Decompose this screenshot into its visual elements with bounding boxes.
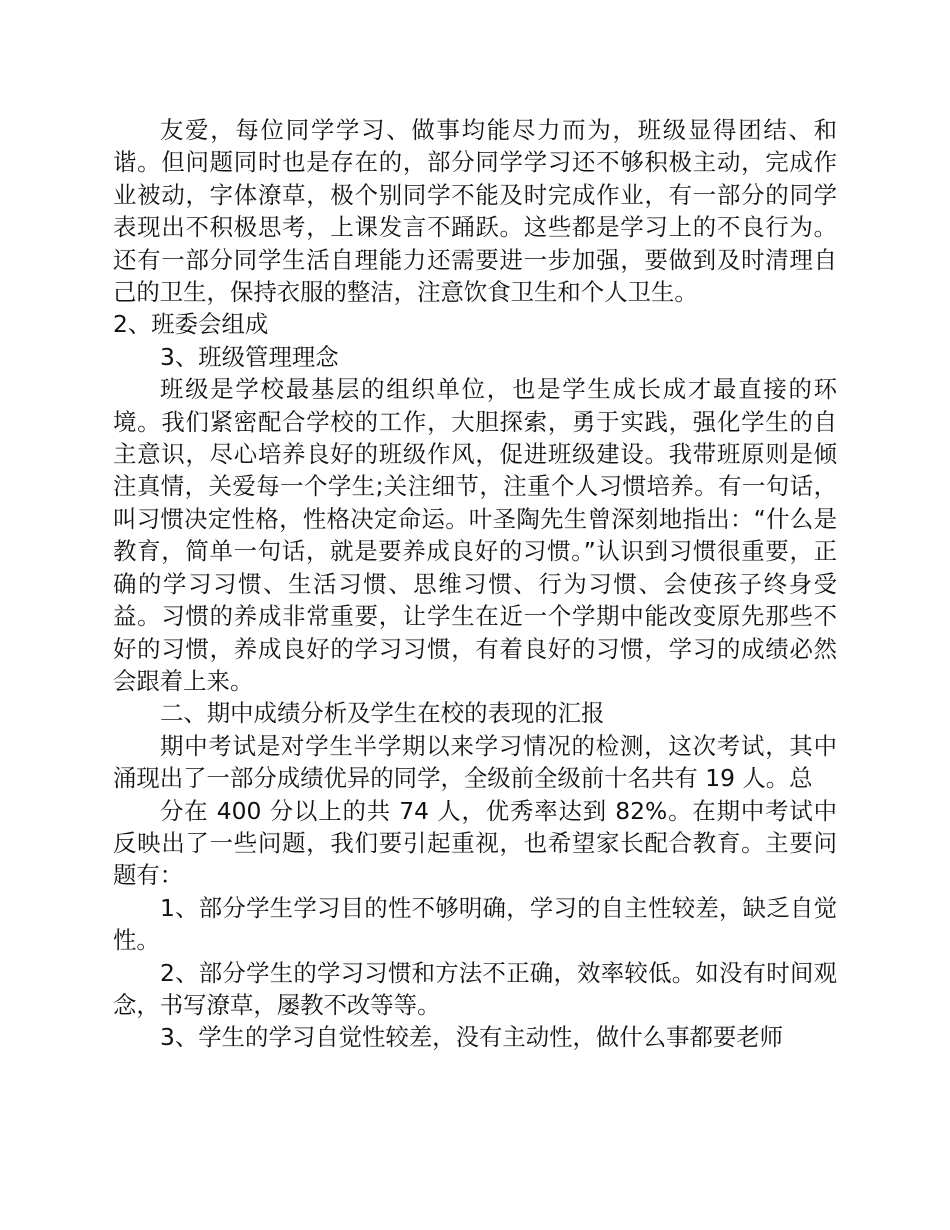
list-item-problem-2: 2、部分学生的学习习惯和方法不正确，效率较低。如没有时间观念，书写潦草，屡教不改等等。: [113, 958, 837, 1019]
paragraph-management-philosophy: 班级是学校最基层的组织单位，也是学生成长成才最直接的环境。我们紧密配合学校的工作，大胆探索，勇于实践，强化学生的自主意识，尽心培养良好的班级作风，促进班级建设。我带班原则是倾注真情，关爱每一个学生;关注细节，注重个人习惯培养。有一句话，叫习惯决定性格，性格决定命运。叶圣陶先生曾深刻地指出：“什么是教育，简单一句话，就是要养成良好的习惯。”认识到习惯很重要，正确的学习习惯、生活习惯、思维习惯、行为习惯、会使孩子终身受益。习惯的养成非常重要，让学生在近一个学期中能改变原先那些不好的习惯，养成良好的学习习惯，有着良好的习惯，学习的成绩必然会跟着上来。: [113, 375, 837, 695]
heading-midterm-analysis: 二、期中成绩分析及学生在校的表现的汇报: [160, 699, 605, 728]
heading-management-philosophy: 3、班级管理理念: [160, 342, 339, 371]
list-item-problem-1: 1、部分学生学习目的性不够明确，学习的自主性较差，缺乏自觉性。: [113, 893, 837, 955]
list-item-problem-3: 3、学生的学习自觉性较差，没有主动性，做什么事都要老师: [160, 1023, 784, 1052]
paragraph-midterm-scores: 分在 400 分以上的共 74 人，优秀率达到 82%。在期中考试中反映出了一些问题，我们要引起重视，也希望家长配合教育。主要问题有：: [113, 796, 837, 890]
paragraph-midterm-intro: 期中考试是对学生半学期以来学习情况的检测，这次考试，其中涌现出了一部分成绩优异的同学，全级前全级前十名共有 19 人。总: [113, 731, 837, 793]
document-body: [113, 114, 837, 1054]
heading-class-committee: 2、班委会组成: [113, 310, 269, 339]
paragraph-class-situation: 友爱，每位同学学习、做事均能尽力而为，班级显得团结、和谐。但问题同时也是存在的，部分同学学习还不够积极主动，完成作业被动，字体潦草，极个别同学不能及时完成作业，有一部分的同学表现出不积极思考，上课发言不踊跃。这些都是学习上的不良行为。还有一部分同学生活自理能力还需要进一步加强，要做到及时清理自己的卫生，保持衣服的整洁，注意饮食卫生和个人卫生。: [113, 116, 837, 307]
